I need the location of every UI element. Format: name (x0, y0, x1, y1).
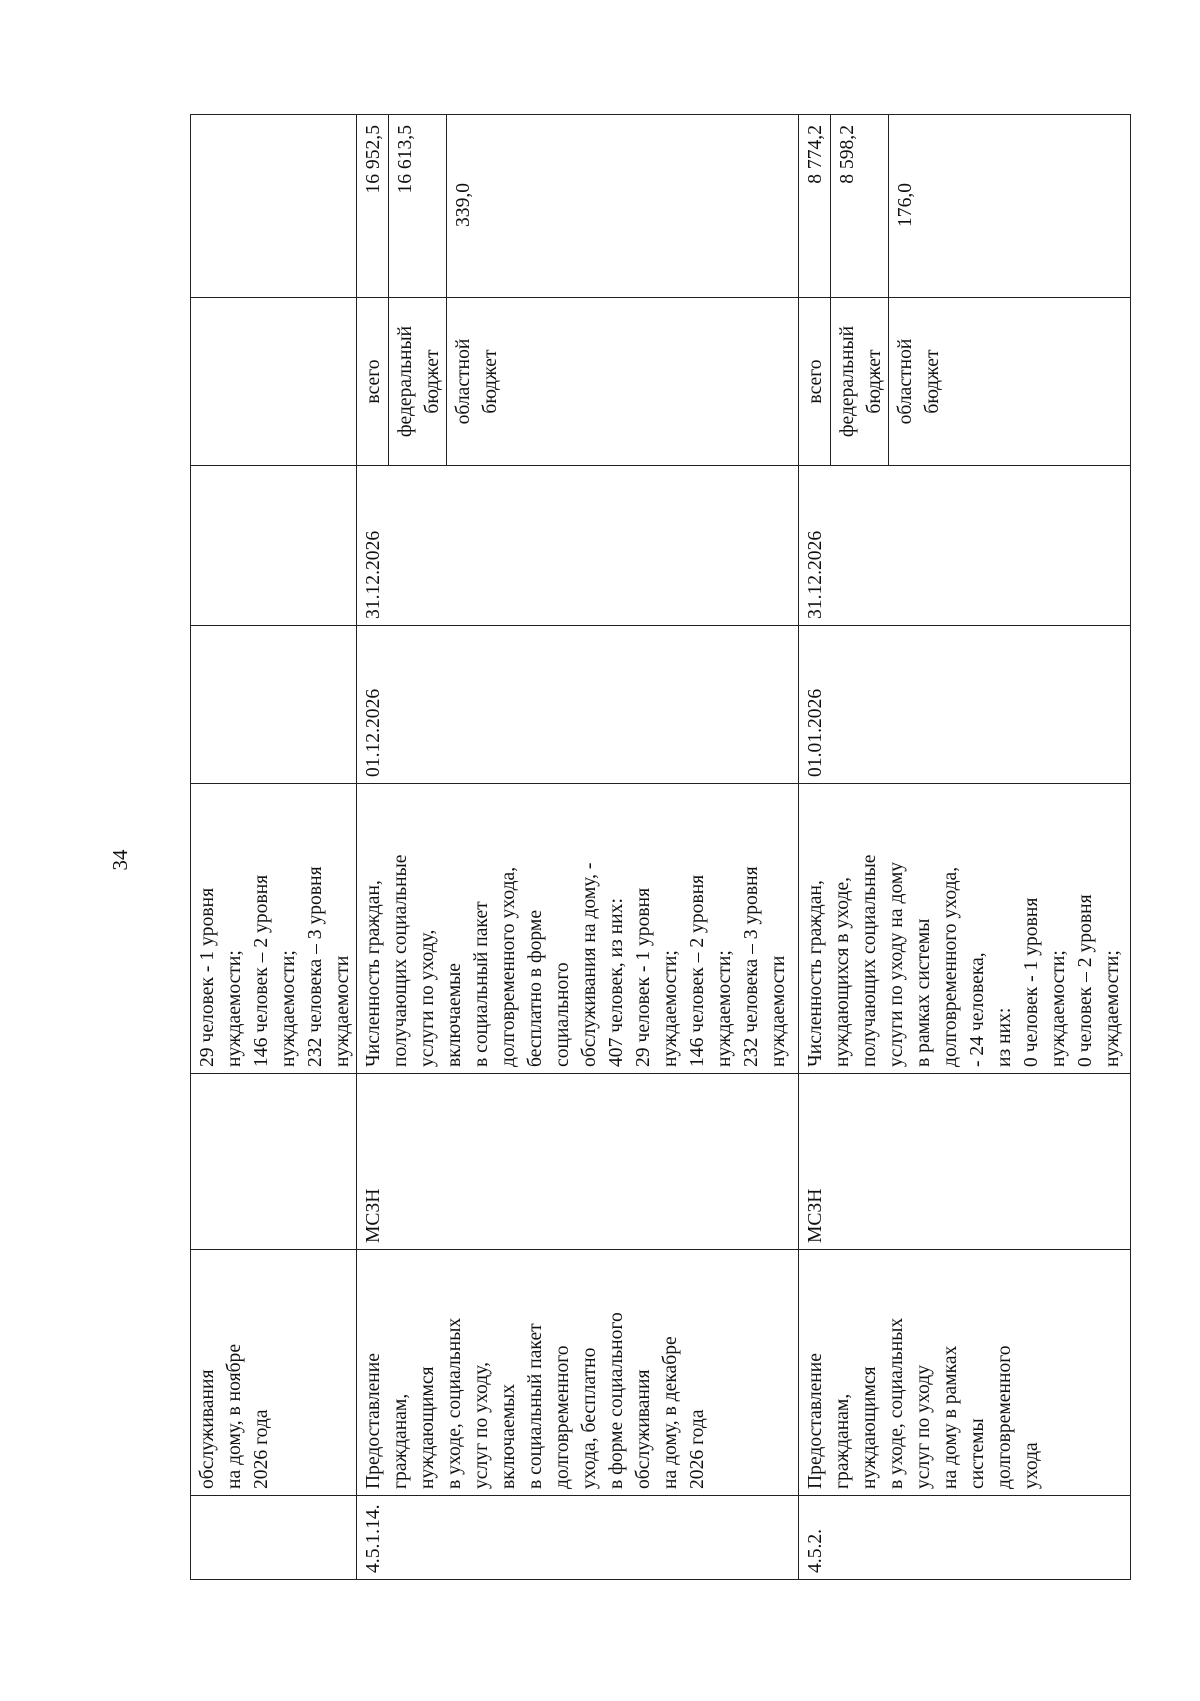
cell-number (191, 1496, 357, 1580)
cell-funding-amount-federal: 16 613,5 (389, 115, 447, 298)
cell-indicator: Численность граждан, получающих социальные услуги по уходу, включаемые в социальный пакет долговременного ухода, бесплатно в форме социального обслуживания на дому, - 407 человек, из них: 29 человек - 1 уровня нуждаемости; 146 человек – 2 уровня нуждаемости; 232 человека – 3 уровня нуждаемости (357, 784, 799, 1074)
cell-funding-amount-total: 16 952,5 (357, 115, 389, 298)
cell-responsible: МСЗН (357, 1074, 799, 1250)
cell-start-date: 01.12.2026 (357, 626, 799, 784)
cell-responsible: МСЗН (798, 1074, 1130, 1250)
cell-funding-source-total (357, 298, 389, 466)
cell-end-date: 31.12.2026 (798, 466, 1130, 626)
cell-funding-source-total (798, 298, 830, 466)
funding-source-label: бюджет (422, 349, 443, 414)
cell-end-date: 31.12.2026 (357, 466, 799, 626)
funding-source-label: областной (453, 338, 474, 425)
cell-funding-amount-federal: 8 598,2 (830, 115, 888, 298)
cell-number: 4.5.1.14. (357, 1496, 799, 1580)
cell-funding-amount-regional: 339,0 (447, 115, 799, 298)
cell-activity-name: Предоставление гражданам, нуждающимся в уходе, социальных услуг по уходу, включаемых в социальный пакет долговременного ухода, бесплатно в форме социального обслуживания на дому, в декабре 2026 года (357, 1250, 799, 1496)
cell-responsible (191, 1074, 357, 1250)
cell-indicator: 29 человек - 1 уровня нуждаемости; 146 человек – 2 уровня нуждаемости; 232 человека – 3 уровня нуждаемости (191, 784, 357, 1074)
funding-source-label: всего (804, 359, 826, 404)
cell-funding-source-regional (888, 298, 1130, 466)
cell-funding-amount-regional: 176,0 (888, 115, 1130, 298)
cell-funding-source-federal (830, 298, 888, 466)
cell-end-date (191, 466, 357, 626)
table-row-4-5-1-14 (357, 115, 389, 1580)
funding-source-label: бюджет (921, 349, 943, 414)
cell-start-date (191, 626, 357, 784)
table-row-continuation (191, 115, 357, 1580)
cell-funding-amount (191, 115, 357, 298)
cell-funding-source-federal (389, 298, 447, 466)
table-row-4-5-2 (798, 115, 830, 1580)
funding-source-label: бюджет (480, 349, 501, 414)
cell-activity-name: обслуживания на дому, в ноябре 2026 года (191, 1250, 357, 1496)
cell-funding-source (191, 298, 357, 466)
cell-activity-name: Предоставление гражданам, нуждающимся в уходе, социальных услуг по уходу на дому в рамках системы долговременного ухода (798, 1250, 1130, 1496)
program-activities-table (190, 114, 1131, 1580)
funding-source-label: бюджет (863, 349, 885, 414)
funding-source-label: федеральный (836, 325, 858, 438)
cell-funding-source-regional (447, 298, 799, 466)
page-number: 34 (108, 849, 132, 871)
cell-indicator: Численность граждан, нуждающихся в уходе, получающих социальные услуги по уходу на дому в рамках системы долговременного ухода, - 24 человека, из них: 0 человек - 1 уровня нуждаемости; 0 человек – 2 уровня нуждаемости; (798, 784, 1130, 1074)
cell-number: 4.5.2. (798, 1496, 1130, 1580)
cell-start-date: 01.01.2026 (798, 626, 1130, 784)
funding-source-label: областной (894, 338, 916, 425)
funding-source-label: всего (363, 359, 384, 404)
funding-source-label: федеральный (395, 325, 416, 438)
rotated-table-container (190, 115, 1131, 1580)
cell-funding-amount-total: 8 774,2 (798, 115, 830, 298)
